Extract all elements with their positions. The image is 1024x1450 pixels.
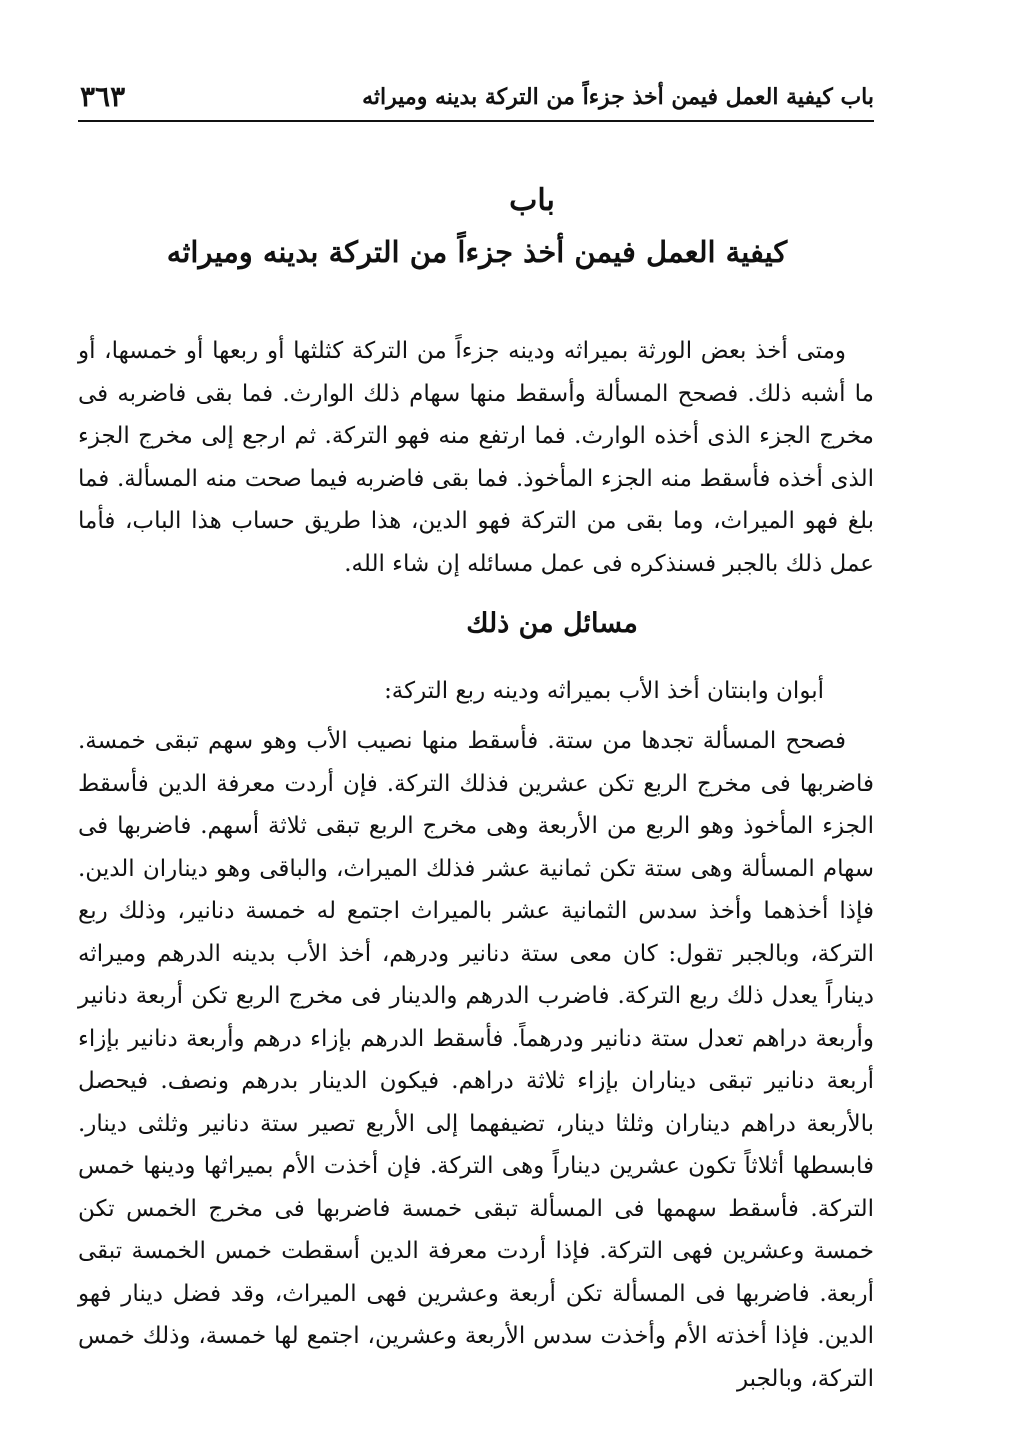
running-title: باب كيفية العمل فيمن أخذ جزءاً من التركة بدينه وميراثه [362, 84, 874, 110]
intro-paragraph: ومتى أخذ بعض الورثة بميراثه ودينه جزءاً من التركة كثلثها أو ربعها أو خمسها، أو ما أشبه ذلك. فصحح المسألة وأسقط منها سهام ذلك الوارث. فما بقى فاضربه فى مخرج الجزء الذى أخذه الوارث. فما ارتفع منه فهو التركة. ثم ارجع إلى مخرج الجزء الذى أخذه فأسقط منه الجزء المأخوذ. فما بقى فاضربه فيما صحت منه المسألة. فما بلغ فهو الميراث، وما بقى من التركة فهو الدين، هذا طريق حساب هذا الباب، فأما عمل ذلك بالجبر فسنذكره فى عمل مسائله إن شاء الله. [78, 338, 874, 577]
problem-statement: أبوان وابنتان أخذ الأب بميراثه ودينه ربع التركة: [384, 678, 824, 704]
section-title: مسائل من ذلك [466, 608, 638, 639]
header-rule [78, 120, 874, 122]
solution-paragraph: فصحح المسألة تجدها من ستة. فأسقط منها نصيب الأب وهو سهم تبقى خمسة. فاضربها فى مخرج الربع تكن عشرين فذلك التركة. فإن أردت معرفة الدين فأسقط الجزء المأخوذ وهو الربع من الأربعة وهى مخرج الربع تبقى ثلاثة أسهم. فاضربها فى سهام المسألة وهى ستة تكن ثمانية عشر فذلك الميراث، والباقى وهو ديناران الدين. فإذا أخذهما وأخذ سدس الثمانية عشر بالميراث اجتمع له خمسة دنانير، وذلك ربع التركة، وبالجبر تقول: كان معى ستة دنانير ودرهم، أخذ الأب بدينه الدرهم وميراثه ديناراً يعدل ذلك ربع التركة. فاضرب الدرهم والدينار فى مخرج الربع تكن أربعة دنانير وأربعة دراهم تعدل ستة دنانير ودرهماً. فأسقط الدرهم بإزاء درهم وأربعة دنانير بإزاء أربعة دنانير تبقى ديناران بإزاء ثلاثة دراهم. فيكون الدينار بدرهم ونصف. فيحصل بالأربعة دراهم ديناران وثلثا دينار، تضيفهما إلى الأربع تصير ستة دنانير وثلثى دينار. فابسطها أثلاثاً تكون عشرين ديناراً وهى التركة. فإن أخذت الأم بميراثها ودينها خمس التركة. فأسقط سهمها فى المسألة تبقى خمسة فاضربها فى مخرج الخمس تكن خمسة وعشرين فهى التركة. فإذا أردت معرفة الدين أسقطت خمس الخمسة تبقى أربعة. فاضربها فى المسألة تكن أربعة وعشرين فهى الميراث، وقد فضل دينار فهو الدين. فإذا أخذته الأم وأخذت سدس الأربعة وعشرين، اجتمع لها خمسة، وذلك خمس التركة، وبالجبر [78, 728, 874, 1392]
chapter-title: كيفية العمل فيمن أخذ جزءاً من التركة بدينه وميراثه [166, 235, 788, 269]
page-number: ٣٦٣ [80, 80, 126, 113]
running-header [80, 80, 874, 120]
chapter-label: باب [509, 183, 555, 218]
